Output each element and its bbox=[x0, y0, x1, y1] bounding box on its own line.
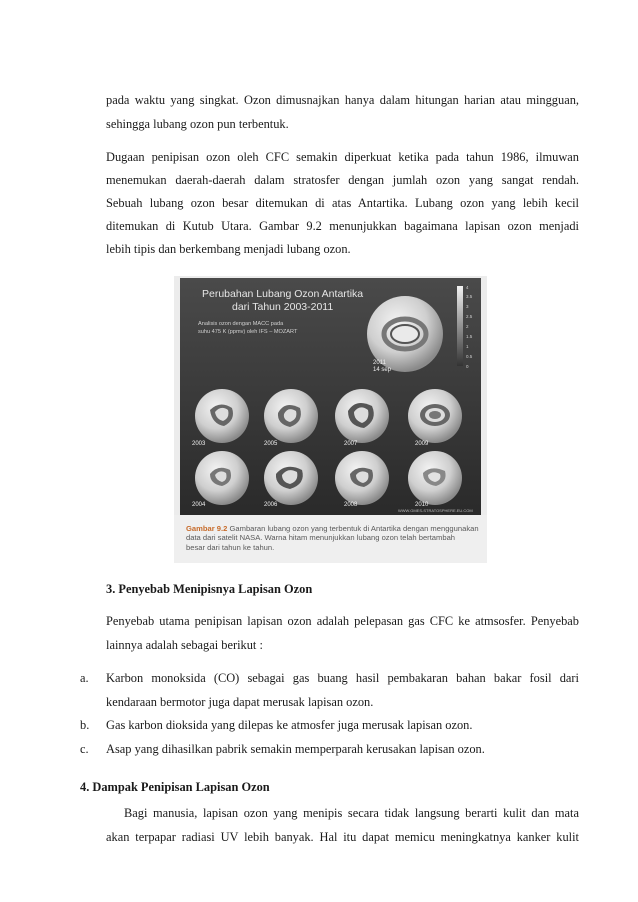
list-marker-c: c. bbox=[80, 742, 89, 756]
scale-tick: 3 bbox=[466, 304, 469, 309]
year-label: 2003 bbox=[192, 441, 206, 447]
list-item-a-line-1: Karbon monoksida (CO) sebagai gas buang hasil pembakaran bahan bakar fosil dari bbox=[106, 671, 579, 685]
scale-tick: 0.5 bbox=[466, 354, 473, 359]
ozon-color-scale bbox=[457, 286, 463, 366]
figure-source: WWW.GMES-STRATOSPHERE.EU.COM bbox=[398, 508, 473, 513]
figure-caption-line-3: besar dari tahun ke tahun. bbox=[186, 542, 275, 552]
figure-caption-label: Gambar 9.2 bbox=[186, 524, 228, 533]
year-label: 2009 bbox=[415, 441, 429, 447]
section-4-heading: 4. Dampak Penipisan Lapisan Ozon bbox=[80, 780, 270, 794]
year-label: 2007 bbox=[344, 441, 358, 447]
scale-tick: 3.5 bbox=[466, 294, 473, 299]
scale-tick: 1.5 bbox=[466, 334, 473, 339]
paragraph-2-line-4: ditemukan di Kutub Utara. Gambar 9.2 menunjukkan bagaimana lapisan ozon menjadi bbox=[106, 219, 579, 233]
section-3-heading: 3. Penyebab Menipisnya Lapisan Ozon bbox=[106, 582, 313, 596]
figure-caption-line-1: Gambaran lubang ozon yang terbentuk di Antartika dengan menggunakan bbox=[227, 524, 479, 533]
figure-caption-line-2: data dari satelit NASA. Warna hitam menunjukkan lubang ozon telah bertambah bbox=[186, 533, 456, 543]
ozon-globe-2006 bbox=[264, 451, 318, 505]
section-3-paragraph-line-1: Penyebab utama penipisan lapisan ozon adalah pelepasan gas CFC ke atmsosfer. Penyebab bbox=[106, 614, 579, 628]
list-item-a-line-2: kendaraan bermotor juga dapat merusak lapisan ozon. bbox=[106, 695, 374, 709]
paragraph-1-line-1: pada waktu yang singkat. Ozon dimusnajkan hanya dalam hitungan harian atau mingguan, bbox=[106, 93, 579, 107]
scale-tick: 1 bbox=[466, 344, 469, 349]
scale-tick: 4 bbox=[466, 285, 469, 290]
year-label: 2008 bbox=[344, 502, 358, 508]
main-globe-date: 14 sep bbox=[373, 367, 392, 373]
list-marker-b: b. bbox=[80, 718, 90, 732]
ozon-globe-2003 bbox=[195, 389, 249, 443]
year-label: 2005 bbox=[264, 441, 278, 447]
main-globe-year: 2011 bbox=[373, 360, 386, 366]
paragraph-2-line-2: menemukan daerah-daerah dalam stratosfer dengan jumlah ozon yang sangat rendah. bbox=[106, 173, 579, 187]
section-4-paragraph-line-2: akan terpapar radiasi UV lebih banyak. Hal itu dapat memicu meningkatnya kanker kulit bbox=[106, 830, 579, 844]
ozon-globe-2005 bbox=[264, 389, 318, 443]
year-label: 2004 bbox=[192, 502, 206, 508]
figure-title-line-2: dari Tahun 2003-2011 bbox=[232, 301, 334, 313]
year-label: 2010 bbox=[415, 502, 429, 508]
ozon-globe-2008 bbox=[335, 451, 389, 505]
ozon-hole-figure bbox=[174, 276, 487, 563]
year-label: 2006 bbox=[264, 502, 278, 508]
scale-tick: 2.5 bbox=[466, 314, 473, 319]
scale-tick: 0 bbox=[466, 364, 469, 369]
ozon-globe-2007 bbox=[335, 389, 389, 443]
figure-caption bbox=[186, 524, 486, 552]
list-marker-a: a. bbox=[80, 671, 89, 685]
section-4-paragraph-line-1: Bagi manusia, lapisan ozon yang menipis secara tidak langsung berarti kulit dan mata bbox=[124, 806, 579, 820]
figure-title-line-1: Perubahan Lubang Ozon Antartika bbox=[202, 288, 364, 300]
ozon-globe-2009 bbox=[408, 389, 462, 443]
ozon-globe-2010 bbox=[408, 451, 462, 505]
paragraph-2-line-1: Dugaan penipisan ozon oleh CFC semakin diperkuat ketika pada tahun 1986, ilmuwan bbox=[106, 150, 579, 164]
figure-caption-area bbox=[174, 515, 487, 563]
ozon-hole-satellite-image bbox=[180, 278, 481, 515]
paragraph-2-line-5: lebih tipis dan berkembang menjadi lubang ozon. bbox=[106, 242, 351, 256]
ozon-globe-2004 bbox=[195, 451, 249, 505]
paragraph-2-line-3: Sebuah lubang ozon besar ditemukan di atas Antartika. Lubang ozon yang lebih kecil bbox=[106, 196, 579, 210]
paragraph-1-line-2: sehingga lubang ozon pun terbentuk. bbox=[106, 117, 289, 131]
figure-subtitle-line-2: suhu 475 K (ppmv) oleh IFS – MOZART bbox=[198, 329, 298, 335]
list-item-b-line-1: Gas karbon dioksida yang dilepas ke atmosfer juga merusak lapisan ozon. bbox=[106, 718, 473, 732]
list-item-c-line-1: Asap yang dihasilkan pabrik semakin memperparah kerusakan lapisan ozon. bbox=[106, 742, 485, 756]
figure-subtitle-line-1: Analisis ozon dengan MACC pada bbox=[198, 321, 284, 327]
scale-tick: 2 bbox=[466, 324, 469, 329]
section-3-paragraph-line-2: lainnya adalah sebagai berikut : bbox=[106, 638, 263, 652]
